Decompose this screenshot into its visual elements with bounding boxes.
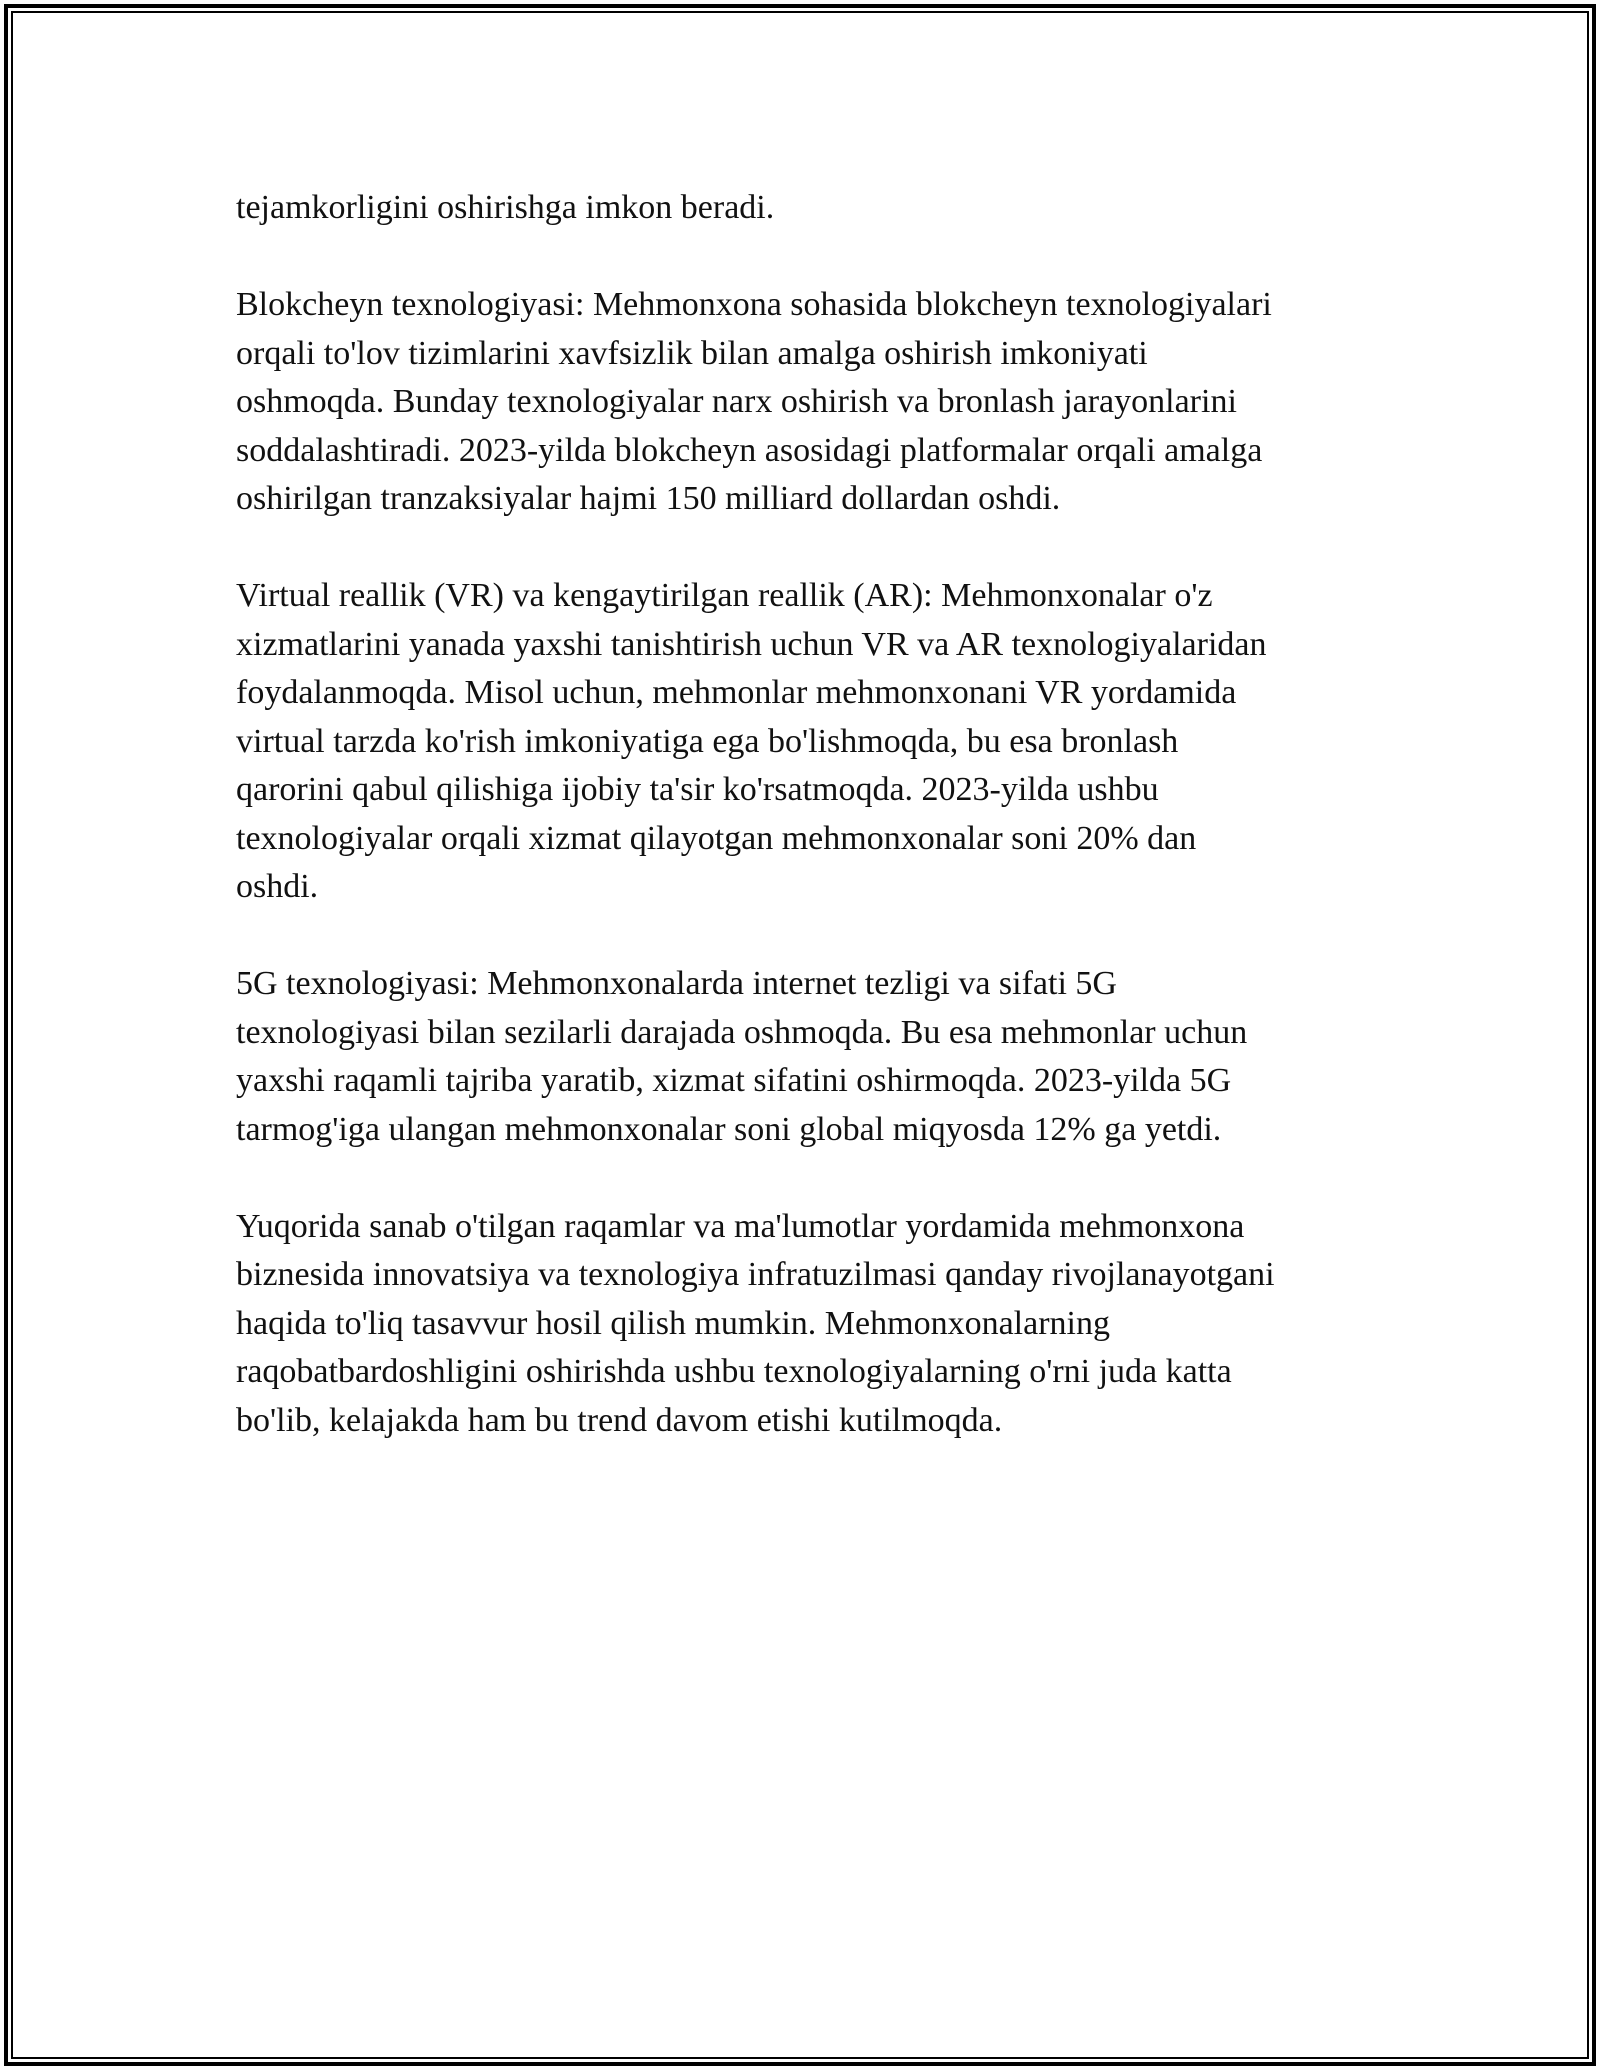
text-line: tejamkorligini oshirishga imkon beradi. xyxy=(236,189,775,226)
text-line: Virtual reallik (VR) va kengaytirilgan reallik (AR): Mehmonxonalar o'z xyxy=(236,577,1213,614)
document-body xyxy=(236,184,1386,1494)
text-line: haqida to'liq tasavvur hosil qilish mumkin. Mehmonxonalarning xyxy=(236,1304,1110,1342)
paragraph-vr-ar xyxy=(236,572,1386,912)
text-line: oshirilgan tranzaksiyalar hajmi 150 milliard dollardan oshdi. xyxy=(236,480,1061,517)
text-line: Blokcheyn texnologiyasi: Mehmonxona sohasida blokcheyn texnologiyalari xyxy=(236,286,1272,323)
text-line: oshmoqda. Bunday texnologiyalar narx oshirish va bronlash jarayonlarini xyxy=(236,383,1237,420)
paragraph-conclusion xyxy=(236,1203,1386,1446)
text-line: soddalashtiradi. 2023-yilda blokcheyn asosidagi platformalar orqali amalga xyxy=(236,431,1263,469)
paragraph-intro-continuation xyxy=(236,184,1386,233)
text-line: oshdi. xyxy=(236,868,319,905)
text-line: virtual tarzda ko'rish imkoniyatiga ega bo'lishmoqda, bu esa bronlash xyxy=(236,722,1179,760)
text-line: Yuqorida sanab o'tilgan raqamlar va ma'lumotlar yordamida mehmonxona xyxy=(236,1207,1245,1245)
text-line: texnologiyasi bilan sezilarli darajada oshmoqda. Bu esa mehmonlar uchun xyxy=(236,1013,1248,1051)
text-line: orqali to'lov tizimlarini xavfsizlik bilan amalga oshirish imkoniyati xyxy=(236,334,1148,372)
text-line: xizmatlarini yanada yaxshi tanishtirish uchun VR va AR texnologiyalaridan xyxy=(236,625,1267,663)
text-line: raqobatbardoshligini oshirishda ushbu texnologiyalarning o'rni juda katta xyxy=(236,1353,1232,1390)
text-line: qarorini qabul qilishiga ijobiy ta'sir ko'rsatmoqda. 2023-yilda ushbu xyxy=(236,771,1159,808)
text-line: 5G texnologiyasi: Mehmonxonalarda internet tezligi va sifati 5G xyxy=(236,965,1117,1002)
text-line: foydalanmoqda. Misol uchun, mehmonlar mehmonxonani VR yordamida xyxy=(236,674,1237,711)
text-line: texnologiyalar orqali xizmat qilayotgan mehmonxonalar soni 20% dan xyxy=(236,819,1197,857)
text-line: yaxshi raqamli tajriba yaratib, xizmat sifatini oshirmoqda. 2023-yilda 5G xyxy=(236,1062,1232,1099)
paragraph-5g xyxy=(236,960,1386,1154)
paragraph-blockchain xyxy=(236,281,1386,524)
text-line: tarmog'iga ulangan mehmonxonalar soni global miqyosda 12% ga yetdi. xyxy=(236,1110,1222,1148)
text-line: biznesida innovatsiya va texnologiya infratuzilmasi qanday rivojlanayotgani xyxy=(236,1256,1275,1293)
text-line: bo'lib, kelajakda ham bu trend davom etishi kutilmoqda. xyxy=(236,1401,1003,1439)
